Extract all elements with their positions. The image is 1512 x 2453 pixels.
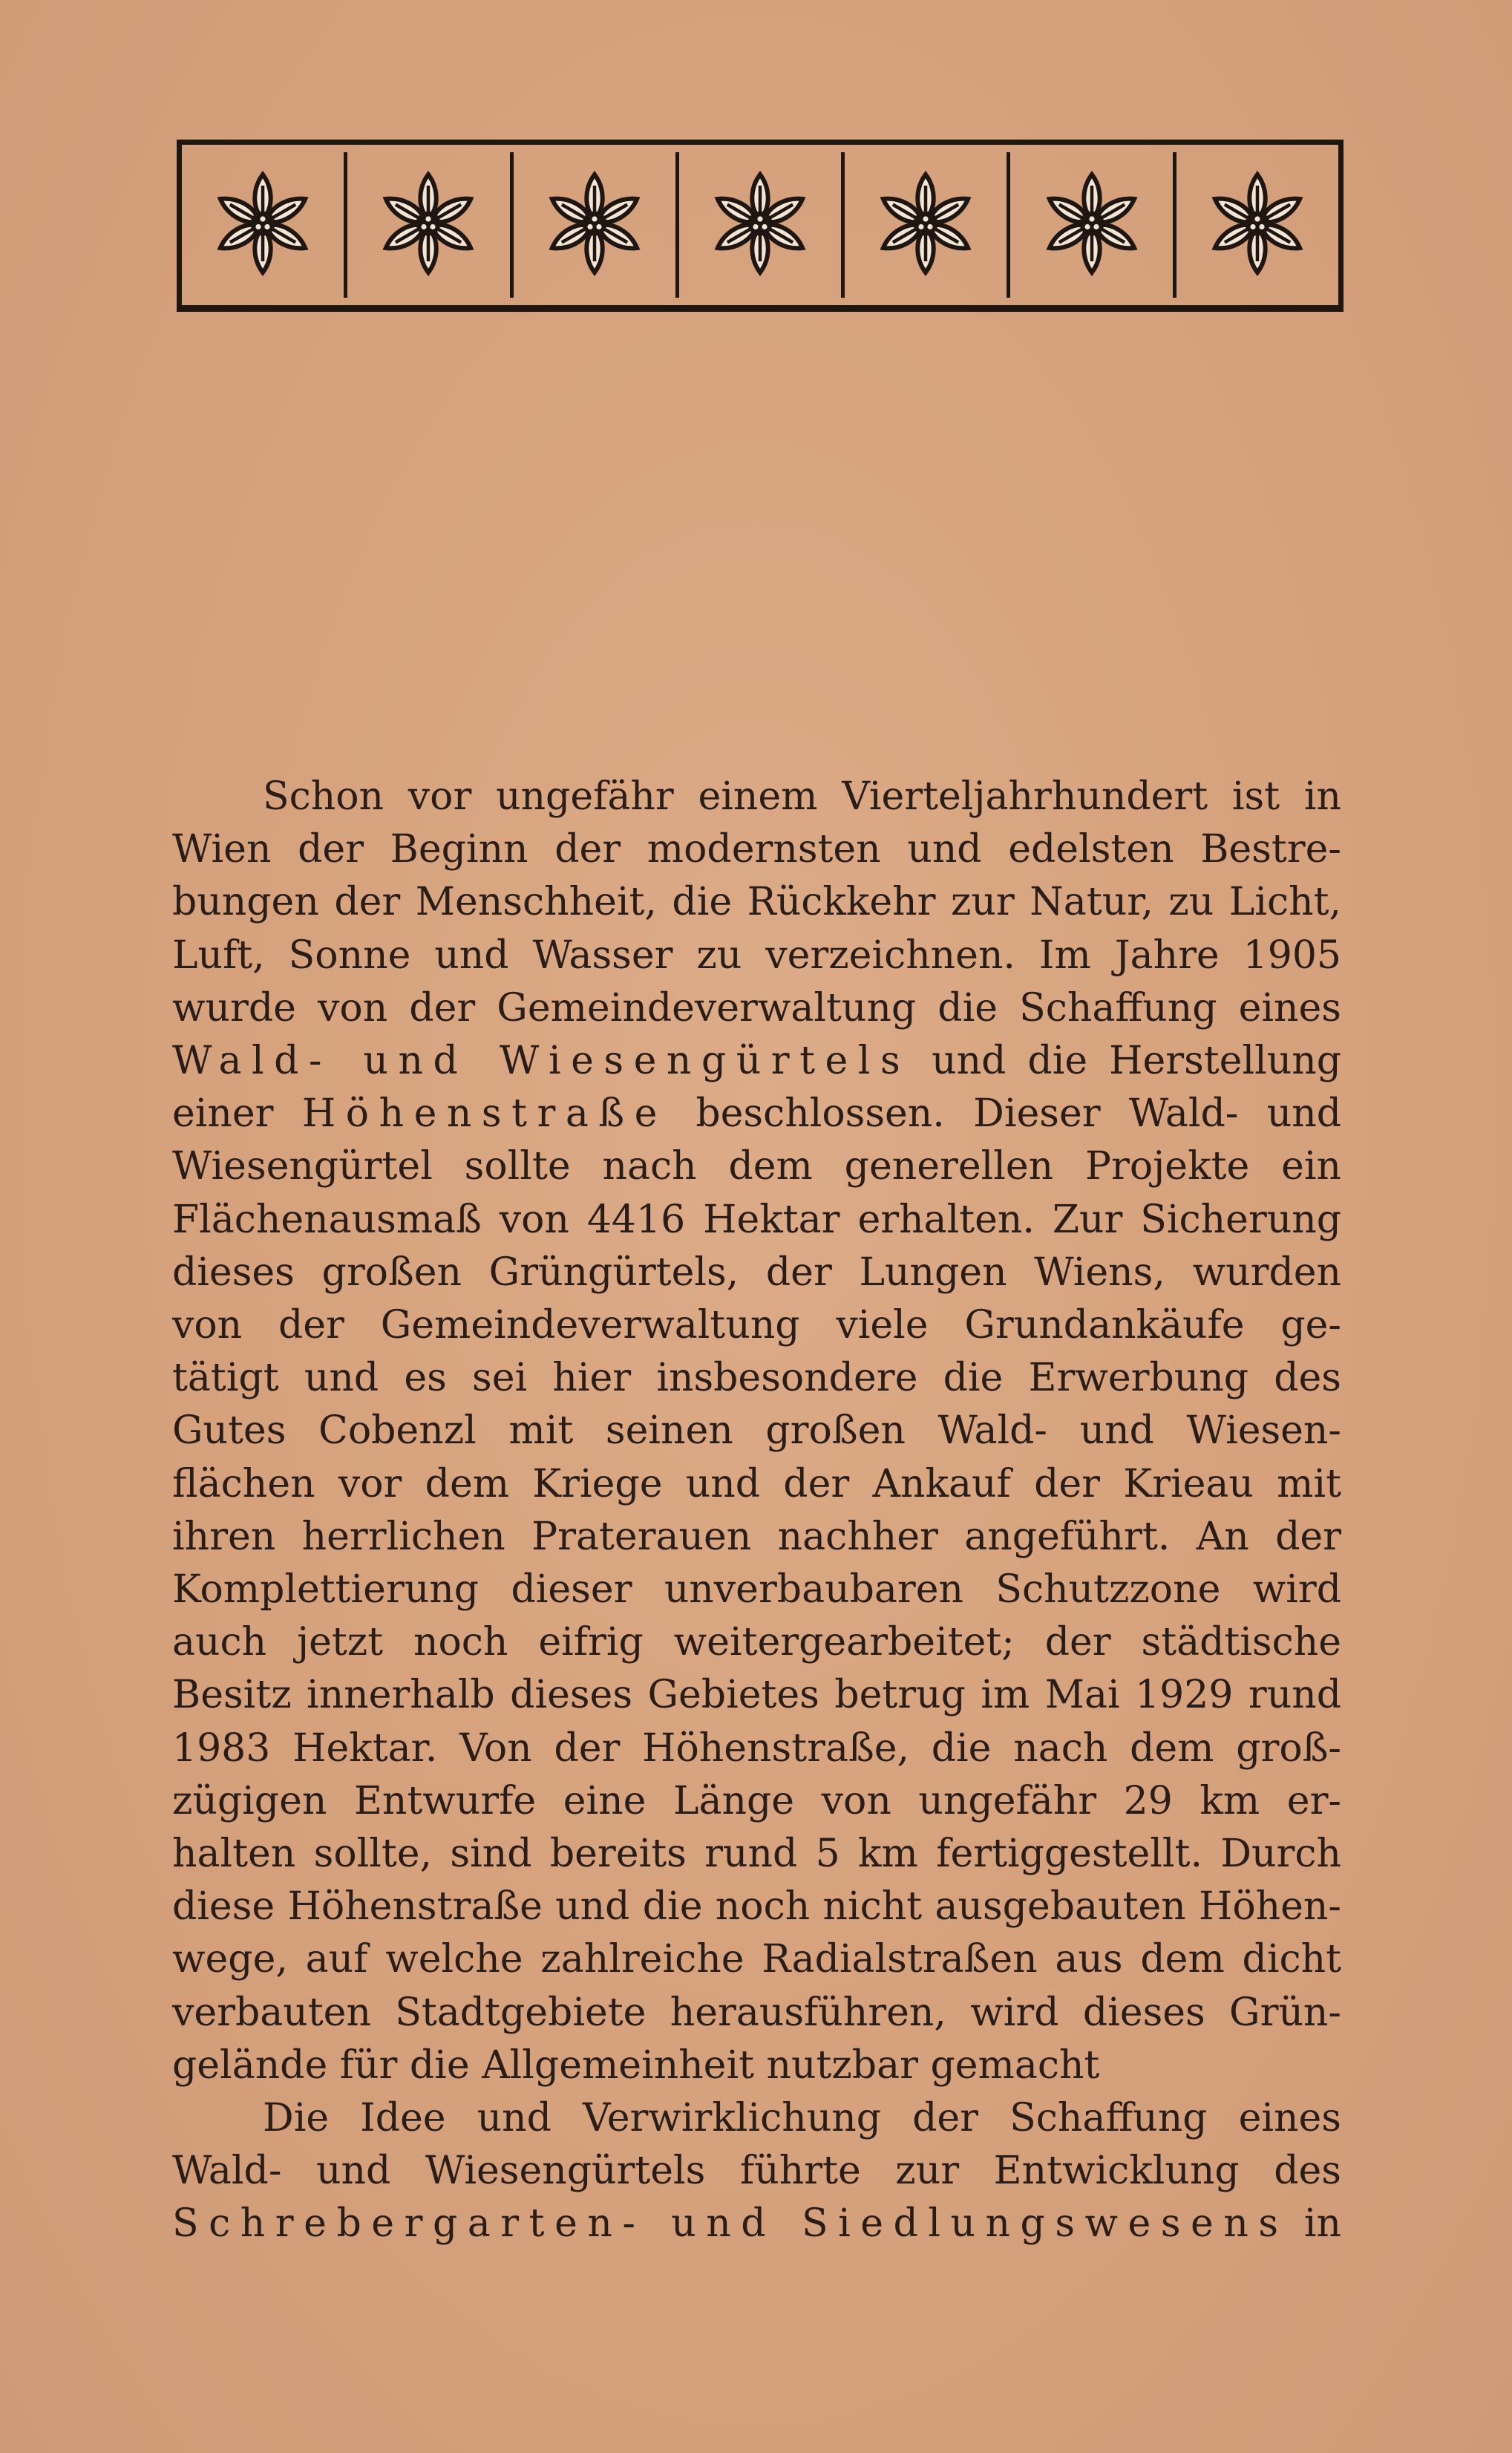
text-segment: Besitz innerhalb dieses Gebietes betrug im Mai 1929 rund xyxy=(172,1673,1341,1718)
text-line xyxy=(172,1828,1341,1881)
text-line xyxy=(172,1511,1341,1564)
text-line xyxy=(172,2145,1341,2198)
edelweiss-frieze xyxy=(177,140,1344,312)
text-segment: Die Idee und Verwirklichung der Schaffung eines xyxy=(263,2096,1341,2141)
text-segment: verbauten Stadtgebiete herausführen, wird dieses Grün- xyxy=(172,1990,1341,2035)
text-segment: ihren herrlichen Praterauen nachher angeführt. An der xyxy=(172,1514,1341,1559)
frieze-cell xyxy=(1010,152,1176,298)
edelweiss-icon xyxy=(870,168,981,282)
text-line xyxy=(172,1140,1341,1193)
text-segment: gelände für die Allgemeinheit nutzbar gemacht xyxy=(172,2042,1100,2088)
spaced-emphasis: Wald- und Wiesengürtels xyxy=(172,1039,911,1084)
edelweiss-icon xyxy=(1202,168,1313,282)
text-line xyxy=(172,1194,1341,1247)
text-line xyxy=(172,1933,1341,1986)
text-segment: wege, auf welche zahlreiche Radialstraßen aus dem dicht xyxy=(172,1937,1341,1982)
text-line xyxy=(172,1987,1341,2039)
text-segment: flächen vor dem Kriege und der Ankauf der Krieau mit xyxy=(172,1461,1341,1506)
edelweiss-icon xyxy=(704,168,816,282)
text-line xyxy=(172,1299,1341,1352)
frieze-cell xyxy=(679,152,845,298)
text-segment: Komplettierung dieser unverbaubaren Schutzzone wird xyxy=(172,1567,1341,1613)
text-segment: wurde von der Gemeindeverwaltung die Schaffung eines xyxy=(172,985,1341,1030)
text-line xyxy=(172,1775,1341,1828)
text-line xyxy=(172,1088,1341,1140)
text-line xyxy=(172,2039,1341,2092)
text-segment: Wien der Beginn der modernsten und edelsten Bestre- xyxy=(172,827,1341,872)
frieze-cell xyxy=(1176,152,1338,298)
edelweiss-icon xyxy=(207,168,318,282)
text-line xyxy=(172,1247,1341,1299)
frieze-cell xyxy=(347,152,513,298)
text-segment: Wiesengürtel sollte nach dem generellen Projekte ein xyxy=(172,1144,1341,1189)
text-segment: bungen der Menschheit, die Rückkehr zur Natur, zu Licht, xyxy=(172,880,1341,925)
text-line xyxy=(172,1616,1341,1669)
text-line xyxy=(172,1352,1341,1405)
text-segment: halten sollte, sind bereits rund 5 km fertiggestellt. Durch xyxy=(172,1832,1341,1877)
edelweiss-icon xyxy=(539,168,650,282)
frieze-cell xyxy=(514,152,679,298)
text-line xyxy=(172,876,1341,929)
text-line xyxy=(172,823,1341,876)
text-segment: und die Herstellung xyxy=(910,1039,1341,1084)
text-segment: Flächenausmaß von 4416 Hektar erhalten. Zur Sicherung xyxy=(172,1197,1341,1242)
text-line xyxy=(172,1669,1341,1722)
text-line xyxy=(172,1722,1341,1775)
text-line xyxy=(172,930,1341,982)
text-segment: 1983 Hektar. Von der Höhenstraße, die nach dem groß- xyxy=(172,1725,1341,1771)
text-segment: von der Gemeindeverwaltung viele Grundankäufe ge- xyxy=(172,1303,1341,1348)
text-line xyxy=(172,1035,1341,1088)
text-line xyxy=(172,982,1341,1035)
text-line xyxy=(172,2092,1341,2145)
text-segment: tätigt und es sei hier insbesondere die Erwerbung des xyxy=(172,1356,1341,1401)
text-segment: in xyxy=(1288,2201,1341,2247)
text-segment: Luft, Sonne und Wasser zu verzeichnen. Im Jahre 1905 xyxy=(172,932,1341,978)
text-segment: einer xyxy=(172,1091,302,1137)
frieze-cell xyxy=(845,152,1010,298)
text-segment: Schon vor ungefähr einem Vierteljahrhundert ist in xyxy=(263,774,1341,819)
frieze-cell xyxy=(182,152,347,298)
text-line xyxy=(172,2198,1341,2250)
edelweiss-icon xyxy=(373,168,484,282)
text-line xyxy=(172,1405,1341,1457)
spaced-emphasis: Schrebergarten- und Siedlungswesens xyxy=(172,2201,1289,2247)
text-line xyxy=(172,771,1341,823)
text-line xyxy=(172,1458,1341,1511)
text-segment: auch jetzt noch eifrig weitergearbeitet; der städtische xyxy=(172,1620,1341,1665)
spaced-emphasis: Höhenstraße xyxy=(301,1091,667,1137)
text-segment: dieses großen Grüngürtels, der Lungen Wiens, wurden xyxy=(172,1250,1341,1295)
text-line xyxy=(172,1564,1341,1616)
text-segment: beschlossen. Dieser Wald- und xyxy=(667,1091,1341,1137)
text-segment: diese Höhenstraße und die noch nicht ausgebauten Höhen- xyxy=(172,1884,1341,1930)
text-segment: Gutes Cobenzl mit seinen großen Wald- und Wiesen- xyxy=(172,1408,1341,1454)
body-text xyxy=(172,771,1341,2251)
text-segment: zügigen Entwurfe eine Länge von ungefähr 29 km er- xyxy=(172,1778,1341,1823)
text-line xyxy=(172,1881,1341,1933)
edelweiss-icon xyxy=(1036,168,1148,282)
text-segment: Wald- und Wiesengürtels führte zur Entwicklung des xyxy=(172,2149,1341,2194)
